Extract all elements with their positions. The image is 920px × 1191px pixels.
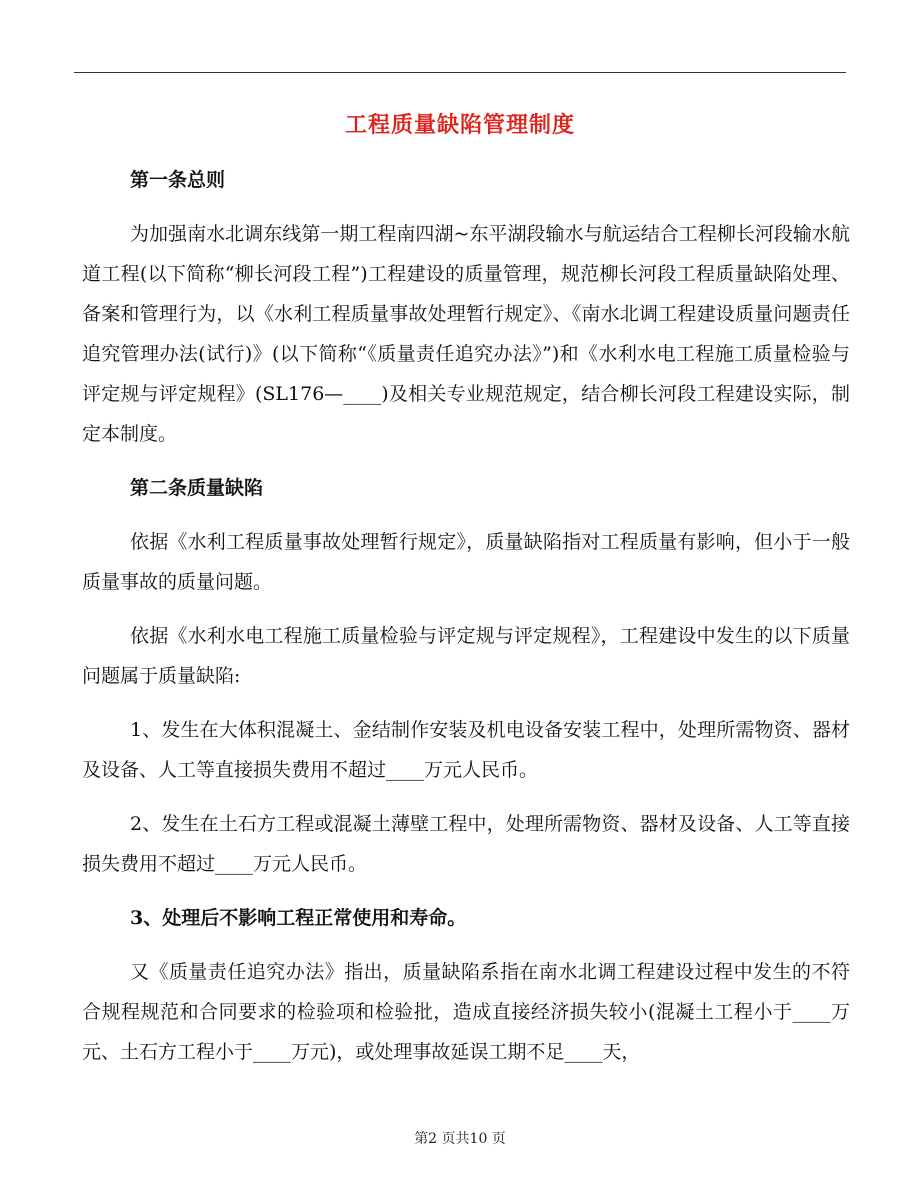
- page-footer: 第2 页共10 页: [414, 1131, 506, 1147]
- header-rule: [74, 72, 846, 73]
- section-2-heading: 第二条质量缺陷: [130, 477, 264, 499]
- section-2-item-1: 1、发生在大体积混凝土、金结制作安装及机电设备安装工程中，处理所需物资、器材及设备、人工等直接损失费用不超过____万元人民币。: [82, 719, 850, 781]
- section-2-paragraph-1: 依据《水利工程质量事故处理暂行规定》，质量缺陷指对工程质量有影响，但小于一般质量事故的质量问题。: [82, 531, 850, 593]
- section-2-paragraph-2: 依据《水利水电工程施工质量检验与评定规与评定规程》，工程建设中发生的以下质量问题属于质量缺陷:: [82, 625, 850, 687]
- document-body: [82, 160, 850, 1072]
- section-1-paragraph: 为加强南水北调东线第一期工程南四湖~东平湖段输水与航运结合工程柳长河段输水航道工程(以下简称“柳长河段工程”)工程建设的质量管理，规范柳长河段工程质量缺陷处理、备案和管理行为，以《水利工程质量事故处理暂行规定》、《南水北调工程建设质量问题责任追究管理办法(试行)》(以下简称“《质量责任追究办法》”)和《水利水电工程施工质量检验与评定规与评定规程》(SL176—____)及相关专业规范规定，结合柳长河段工程建设实际，制定本制度。: [82, 223, 850, 445]
- section-2-item-3: 3、处理后不影响工程正常使用和寿命。: [130, 907, 467, 929]
- section-1-heading: 第一条总则: [130, 169, 226, 191]
- section-2-paragraph-3: 又《质量责任追究办法》指出，质量缺陷系指在南水北调工程建设过程中发生的不符合规程规范和合同要求的检验项和检验批，造成直接经济损失较小(混凝土工程小于____万元、土石方工程小于____万元)，或处理事故延误工期不足____天，: [82, 961, 850, 1063]
- section-2-item-2: 2、发生在土石方工程或混凝土薄壁工程中，处理所需物资、器材及设备、人工等直接损失费用不超过____万元人民币。: [82, 813, 850, 875]
- document-title: 工程质量缺陷管理制度: [344, 112, 575, 138]
